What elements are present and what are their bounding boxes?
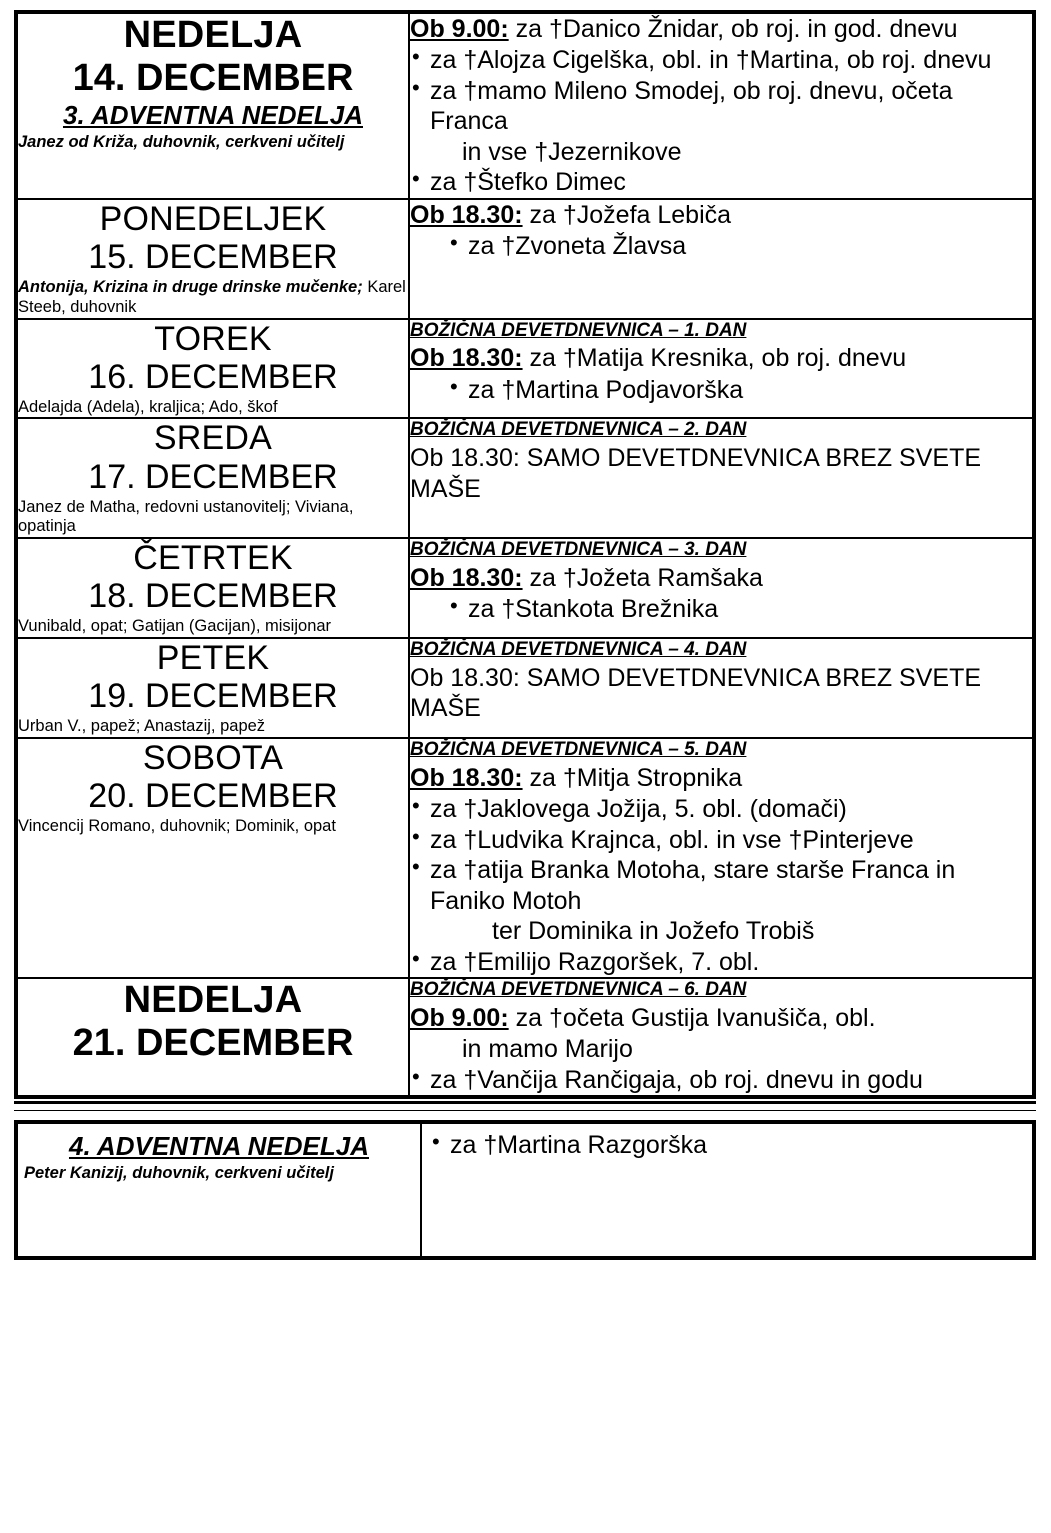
mass-cell: [409, 638, 1034, 738]
mass-intentions-list: [410, 794, 1032, 977]
day-cell: [16, 738, 409, 978]
day-date: 17. DECEMBER: [88, 457, 338, 496]
list-item: • za †Jaklovega Jožija, 5. obl. (domači): [410, 794, 1032, 825]
mass-time-text: za †Mitja Stropnika: [529, 763, 743, 792]
list-item: in vse †Jezernikove: [462, 137, 682, 166]
mass-time-text: za †očeta Gustija Ivanušiča, obl.: [515, 1003, 876, 1032]
mass-time-line: [410, 14, 1032, 45]
day-date: 18. DECEMBER: [88, 577, 338, 616]
saints-line: [18, 133, 408, 153]
saints-plain: Urban V., papež; Anastazij, papež: [18, 717, 266, 736]
mass-time-label: Ob 9.00:: [410, 1003, 509, 1032]
mass-intentions-list: [410, 375, 1032, 406]
list-item: in mamo Marijo: [462, 1035, 633, 1064]
advent-label: 4. ADVENTNA NEDELJA: [68, 1131, 369, 1162]
mass-cell: [409, 319, 1034, 419]
saints-plain: Vincencij Romano, duhovnik; Dominik, opat: [18, 817, 336, 836]
novena-label: BOŽIČNA DEVETDNEVNICA – 2. DAN: [410, 419, 747, 441]
day-cell: [16, 319, 409, 419]
day-name: PONEDELJEK: [99, 199, 327, 238]
mass-time-text: za †Matija Kresnika, ob roj. dnevu: [529, 344, 907, 373]
mass-time-text: SAMO DEVETDNEVNICA BREZ SVETE MAŠE: [410, 444, 982, 503]
saints-line: [18, 398, 408, 418]
list-item: • za †Vančija Rančigaja, ob roj. dnevu in godu: [410, 1065, 1032, 1096]
novena-label: BOŽIČNA DEVETDNEVNICA – 6. DAN: [410, 979, 747, 1001]
saints-line: [24, 1164, 414, 1184]
day-date: 20. DECEMBER: [88, 777, 338, 816]
list-item: • za †Martina Razgorška: [430, 1130, 1026, 1161]
day-cell: [16, 199, 409, 319]
mass-intentions-list: [410, 231, 1032, 262]
day-cell: [16, 638, 409, 738]
day-name: SOBOTA: [142, 739, 284, 778]
mass-time-label: Ob 18.30:: [410, 663, 520, 692]
mass-cell: [409, 738, 1034, 978]
saints-line: [18, 717, 408, 737]
day-date: 21. DECEMBER: [72, 1021, 354, 1064]
table-row: [16, 12, 1034, 199]
mass-time-line: [410, 200, 1032, 231]
day-date: 16. DECEMBER: [88, 357, 338, 396]
list-item: ter Dominika in Jožefo Trobiš: [492, 917, 815, 946]
table-row: [16, 418, 1034, 538]
novena-label: BOŽIČNA DEVETDNEVNICA – 3. DAN: [410, 539, 747, 561]
mass-time-label: Ob 18.30:: [410, 344, 523, 373]
table-row: [16, 199, 1034, 319]
list-item: • za †Ludvika Krajnca, obl. in vse †Pinterjeve: [410, 825, 1032, 856]
mass-time-text: za †Danico Žnidar, ob roj. in god. dnevu: [515, 15, 958, 43]
list-item: • za †Štefko Dimec: [410, 167, 1032, 198]
day-date: 19. DECEMBER: [88, 677, 338, 716]
saints-italic: Janez od Križa, duhovnik, cerkveni učitelj: [18, 132, 345, 151]
mass-time-label: Ob 18.30:: [410, 200, 523, 229]
mass-intentions-list: [410, 594, 1032, 625]
day-cell: [16, 12, 409, 199]
saints-plain: Janez de Matha, redovni ustanovitelj; Viviana, opatinja: [18, 497, 354, 536]
saints-italic: Antonija, Krizina in druge drinske mučenke;: [18, 277, 363, 296]
table-row: [16, 319, 1034, 419]
saints-plain: Adelajda (Adela), kraljica; Ado, škof: [18, 397, 278, 416]
saints-line: [18, 498, 408, 538]
mass-cell: [409, 978, 1034, 1097]
mass-cell: [409, 418, 1034, 538]
section-divider: [14, 1101, 1036, 1111]
list-item: • za †Stankota Brežnika: [410, 594, 1032, 625]
day-name: PETEK: [156, 639, 270, 678]
mass-intentions-list: [430, 1130, 1026, 1161]
mass-time-label: Ob 18.30:: [410, 564, 523, 592]
list-item: • za †Martina Podjavorška: [410, 375, 1032, 406]
novena-label: BOŽIČNA DEVETDNEVNICA – 5. DAN: [410, 739, 747, 761]
saints-line: [18, 278, 408, 318]
mass-time-text: za †Jožeta Ramšaka: [529, 564, 763, 592]
saints-italic: Peter Kanizij, duhovnik, cerkveni učitelj: [24, 1164, 334, 1183]
mass-schedule-table: [14, 10, 1036, 1099]
mass-time-line: [410, 1003, 1032, 1034]
advent-label: 3. ADVENTNA NEDELJA: [62, 100, 363, 131]
day-name: TOREK: [154, 319, 272, 358]
mass-cell: [409, 199, 1034, 319]
saints-line: [18, 617, 408, 637]
list-item: • za †mamo Mileno Smodej, ob roj. dnevu, očeta Franca: [410, 76, 1032, 137]
novena-label: BOŽIČNA DEVETDNEVNICA – 1. DAN: [410, 319, 747, 341]
list-item: • za †Emilijo Razgoršek, 7. obl.: [410, 947, 1032, 978]
table-row: [16, 638, 1034, 738]
mass-intentions-list: [410, 1034, 1032, 1095]
saints-plain: Vunibald, opat; Gatijan (Gacijan), misijonar: [18, 617, 332, 636]
mass-time-label: Ob 18.30:: [410, 763, 523, 792]
day-name: NEDELJA: [123, 979, 303, 1022]
mass-time-label: Ob 9.00:: [410, 15, 509, 43]
day-cell: [16, 1122, 421, 1258]
mass-time-line: [410, 563, 1032, 594]
saints-plain: Karel Steeb, duhovnik: [18, 277, 406, 316]
mass-time-line: [410, 443, 1032, 504]
mass-time-label: Ob 18.30:: [410, 444, 520, 473]
day-cell: [16, 978, 409, 1097]
day-cell: [16, 418, 409, 538]
day-name: ČETRTEK: [133, 539, 293, 578]
novena-label: BOŽIČNA DEVETDNEVNICA – 4. DAN: [410, 639, 747, 661]
next-sunday-table: [14, 1120, 1036, 1260]
day-date: 14. DECEMBER: [72, 56, 354, 99]
mass-cell: [409, 12, 1034, 199]
day-cell: [16, 538, 409, 638]
list-item: • za †Alojza Cigelška, obl. in †Martina, ob roj. dnevu: [410, 45, 1032, 76]
mass-time-line: [410, 343, 1032, 374]
mass-intentions-list: [410, 45, 1032, 198]
mass-cell: [421, 1122, 1034, 1258]
list-item: • za †atija Branka Motoha, stare starše Franca in Faniko Motoh: [410, 855, 1032, 916]
saints-line: [18, 817, 408, 837]
day-name: NEDELJA: [123, 14, 303, 56]
table-row: [16, 538, 1034, 638]
table-row: [16, 978, 1034, 1097]
day-name: SREDA: [153, 419, 273, 458]
mass-time-line: [410, 663, 1032, 724]
mass-time-text: SAMO DEVETDNEVNICA BREZ SVETE MAŠE: [410, 663, 982, 723]
mass-time-text: za †Jožefa Lebiča: [529, 200, 732, 229]
list-item: • za †Zvoneta Žlavsa: [410, 231, 1032, 262]
mass-cell: [409, 538, 1034, 638]
mass-time-line: [410, 763, 1032, 794]
table-row: [16, 1122, 1034, 1258]
day-date: 15. DECEMBER: [88, 237, 338, 276]
table-row: [16, 738, 1034, 978]
